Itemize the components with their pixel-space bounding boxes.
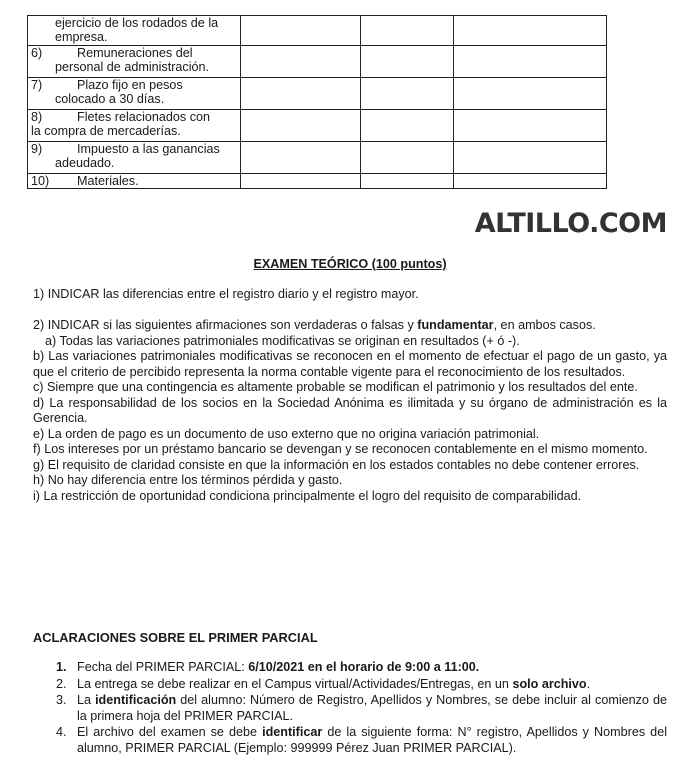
row-text-line2: personal de administración. — [55, 60, 210, 74]
table-cell — [454, 16, 607, 46]
table-cell-concept — [28, 46, 241, 78]
table-cell — [241, 16, 361, 46]
table-cell — [241, 78, 361, 110]
table-row — [28, 174, 607, 189]
bold-part: 6/10/2021 en el horario de 9:00 a 11:00. — [248, 660, 480, 674]
table-cell — [454, 174, 607, 189]
clarifications-heading: ACLARACIONES SOBRE EL PRIMER PARCIAL — [33, 630, 318, 645]
list-number: 3. — [56, 693, 67, 707]
row-text-line2: la compra de mercaderías. — [31, 124, 181, 138]
table-cell — [361, 46, 454, 78]
list-text — [77, 725, 667, 756]
row-number: 8) — [31, 110, 43, 124]
row-text-line1: Remuneraciones del — [77, 46, 193, 60]
list-text — [77, 693, 667, 724]
table-cell-concept — [28, 174, 241, 189]
row-text-line1: Fletes relacionados con — [77, 110, 211, 124]
row-number: 6) — [31, 46, 43, 60]
table-cell — [241, 46, 361, 78]
table-cell — [454, 46, 607, 78]
row-number: 9) — [31, 142, 43, 156]
table-row — [28, 46, 607, 78]
table-cell — [241, 142, 361, 174]
text-part: El archivo del examen se debe — [77, 725, 263, 739]
table-cell-concept — [28, 110, 241, 142]
table-cell — [241, 110, 361, 142]
text-part: Fecha del PRIMER PARCIAL: — [77, 660, 249, 674]
table-cell — [361, 78, 454, 110]
table-row — [28, 16, 607, 46]
question-1: 1) INDICAR las diferencias entre el registro diario y el registro mayor. — [33, 287, 419, 301]
bold-part: identificar — [262, 725, 323, 739]
row-text-line1: Materiales. — [77, 174, 139, 188]
table-cell-concept — [28, 16, 241, 46]
row-text-line1: ejercicio de los rodados de la — [55, 16, 219, 30]
intro-text-end: , en ambos casos. — [493, 318, 596, 332]
statement-a: a) Todas las variaciones patrimoniales modificativas se originan en resultados (+ ó -). — [45, 333, 520, 348]
table-cell — [361, 110, 454, 142]
statement-e: e) La orden de pago es un documento de uso externo que no origina variación patrimonial. — [33, 426, 540, 441]
statement-c: c) Siempre que una contingencia es altamente probable se modifican el patrimonio y los resultados del ente. — [33, 380, 638, 394]
intro-bold-text: fundamentar — [417, 318, 494, 332]
row-text-line1: Impuesto a las ganancias — [77, 142, 220, 156]
text-part-end: de la siguiente forma: N° registro, Apellidos y Nombres del alumno, PRIMER PARCIAL (Ejemplo: 999999 Pérez Juan PRIMER PARCIAL). — [77, 725, 667, 755]
statement-i: i) La restricción de oportunidad condiciona principalmente el logro del requisito de comparabilidad. — [33, 488, 582, 503]
table-cell — [454, 142, 607, 174]
row-text-line2: colocado a 30 días. — [55, 92, 165, 106]
table-cell — [454, 78, 607, 110]
row-number: 7) — [31, 78, 43, 92]
clarifications-list — [56, 660, 667, 757]
table-cell-concept — [28, 142, 241, 174]
table-row — [28, 110, 607, 142]
text-part: La entrega se debe realizar en el Campus virtual/Actividades/Entregas, en un — [77, 676, 513, 691]
text-part: La — [77, 693, 96, 707]
text-part-end: . — [586, 676, 591, 691]
statement-b: b) Las variaciones patrimoniales modificativas se reconocen en el momento de efectuar el pago de un gasto, ya que el criterio de percibido representa la norma contable vigente para el reconocimiento de los resultados. — [33, 349, 667, 379]
table-row — [28, 142, 607, 174]
row-number: 10) — [31, 174, 50, 188]
bold-part: identificación — [95, 693, 177, 707]
table-cell — [454, 110, 607, 142]
text-part-end: del alumno: Número de Registro, Apellidos y Nombres, se debe incluir al comienzo de la primera hoja del PRIMER PARCIAL. — [77, 693, 667, 723]
question-2 — [33, 318, 667, 504]
site-logo: ALTILLO.COM — [474, 208, 667, 239]
list-item — [56, 677, 667, 693]
list-item — [56, 693, 667, 724]
accounts-table — [27, 15, 607, 189]
list-item — [56, 660, 667, 676]
list-text — [77, 660, 667, 676]
bold-part: solo archivo — [512, 676, 587, 691]
list-number: 2. — [56, 676, 67, 691]
statement-g: g) El requisito de claridad consiste en que la información en los estados contables no debe contener errores. — [33, 457, 640, 472]
row-text-line2: adeudado. — [55, 156, 115, 170]
statement-f: f) Los intereses por un préstamo bancario se devengan y se reconocen contablemente en el mismo momento. — [33, 442, 648, 456]
row-text-line1: Plazo fijo en pesos — [77, 78, 183, 92]
table-cell — [241, 174, 361, 189]
row-text-line2: empresa. — [55, 30, 108, 44]
list-number: 4. — [56, 725, 67, 739]
table-cell-concept — [28, 78, 241, 110]
table-cell — [361, 174, 454, 189]
table-row — [28, 78, 607, 110]
statement-d: d) La responsabilidad de los socios en la Sociedad Anónima es ilimitada y su órgano de administración es la Gerencia. — [33, 395, 667, 425]
intro-text: 2) INDICAR si las siguientes afirmaciones son verdaderas o falsas y — [33, 318, 418, 332]
table-cell — [361, 16, 454, 46]
list-text — [77, 677, 667, 693]
question-2-intro — [33, 318, 667, 334]
exam-title: EXAMEN TEÓRICO (100 puntos) — [253, 257, 447, 271]
table-cell — [361, 142, 454, 174]
list-number: 1. — [56, 660, 67, 674]
list-item — [56, 725, 667, 756]
statement-h: h) No hay diferencia entre los términos pérdida y gasto. — [33, 473, 343, 487]
